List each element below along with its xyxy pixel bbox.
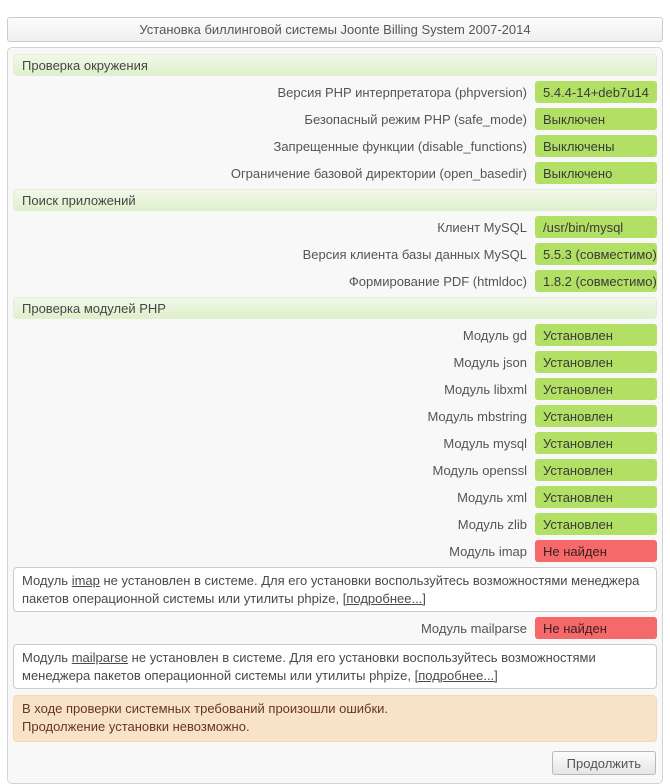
module-note-imap (13, 567, 657, 612)
note-text: Модуль (22, 573, 72, 588)
page-title: Установка биллинговой системы Joonte Billing System 2007-2014 (7, 17, 663, 42)
check-label: Версия PHP интерпретатора (phpversion) (277, 84, 527, 100)
continue-button[interactable]: Продолжить (552, 751, 656, 775)
status-badge: Установлен (535, 351, 657, 373)
check-label: Модуль openssl (432, 462, 527, 478)
check-label: Запрещенные функции (disable_functions) (273, 138, 527, 154)
check-label: Версия клиента базы данных MySQL (302, 246, 527, 262)
error-line: Продолжение установки невозможно. (22, 719, 250, 735)
check-row-phpversion (13, 81, 657, 103)
section-heading-php-modules: Проверка модулей PHP (13, 297, 657, 319)
check-row-htmldoc (13, 270, 657, 292)
check-label: Клиент MySQL (437, 219, 527, 235)
status-badge: Установлен (535, 405, 657, 427)
check-label: Модуль json (453, 354, 527, 370)
check-row-module-gd (13, 324, 657, 346)
status-badge: Установлен (535, 324, 657, 346)
check-row-module-zlib (13, 513, 657, 535)
status-badge: Выключен (535, 108, 657, 130)
note-text: Модуль (22, 650, 72, 666)
check-row-module-json (13, 351, 657, 373)
check-row-mysql-client (13, 216, 657, 238)
status-badge: Установлен (535, 486, 657, 508)
check-row-disable-functions (13, 135, 657, 157)
status-badge: Установлен (535, 432, 657, 454)
check-row-open-basedir (13, 162, 657, 184)
check-label: Формирование PDF (htmldoc) (348, 273, 527, 289)
button-row (13, 747, 657, 778)
more-details-link[interactable]: [подробнее...] (342, 590, 426, 606)
check-row-module-imap (13, 540, 657, 562)
status-badge: Выключены (535, 135, 657, 157)
note-text: не установлен в системе. Для его установки воспользуйтесь возможностями менеджера пакетов операционной системы или утилиты phpize, (22, 573, 640, 606)
section-heading-environment: Проверка окружения (13, 54, 657, 76)
status-badge: Не найден (535, 540, 657, 562)
check-row-module-mysql (13, 432, 657, 454)
status-badge: Установлен (535, 513, 657, 535)
error-line: В ходе проверки системных требований произошли ошибки. (22, 701, 389, 717)
section-heading-applications: Поиск приложений (13, 189, 657, 211)
status-badge: Выключено (535, 162, 657, 184)
check-label: Модуль gd (462, 327, 527, 343)
status-badge: Установлен (535, 459, 657, 481)
check-label: Модуль zlib (457, 516, 527, 532)
check-row-mysql-version (13, 243, 657, 265)
check-row-safe-mode (13, 108, 657, 130)
check-row-module-openssl (13, 459, 657, 481)
module-imap-link[interactable]: imap (71, 573, 100, 588)
status-badge: 1.8.2 (совместимо) (535, 270, 657, 292)
check-label: Ограничение базовой директории (open_basedir) (230, 165, 527, 181)
check-row-module-libxml (13, 378, 657, 400)
check-row-module-mbstring (13, 405, 657, 427)
status-badge: /usr/bin/mysql (535, 216, 657, 238)
requirements-error-box (13, 695, 657, 741)
check-label: Модуль mbstring (427, 408, 527, 424)
check-label: Модуль mysql (443, 435, 527, 451)
check-label: Модуль imap (449, 543, 527, 559)
note-text: не установлен в системе. Для его установки воспользуйтесь возможностями менеджера пакетов операционной системы или утилиты phpize, (22, 650, 596, 683)
check-row-module-xml (13, 486, 657, 508)
check-label: Модуль xml (457, 489, 527, 505)
check-label: Модуль mailparse (420, 620, 527, 636)
status-badge: 5.5.3 (совместимо) (535, 243, 657, 265)
check-label: Модуль libxml (444, 381, 527, 397)
status-badge: Установлен (535, 378, 657, 400)
status-badge: 5.4.4-14+deb7u14 (535, 81, 657, 103)
module-note-mailparse (13, 644, 657, 689)
status-badge: Не найден (535, 617, 657, 639)
check-row-module-mailparse (13, 617, 657, 639)
more-details-link[interactable]: [подробнее...] (414, 667, 498, 683)
check-label: Безопасный режим PHP (safe_mode) (304, 111, 527, 127)
module-mailparse-link[interactable]: mailparse (71, 650, 129, 666)
install-check-panel (7, 47, 663, 784)
